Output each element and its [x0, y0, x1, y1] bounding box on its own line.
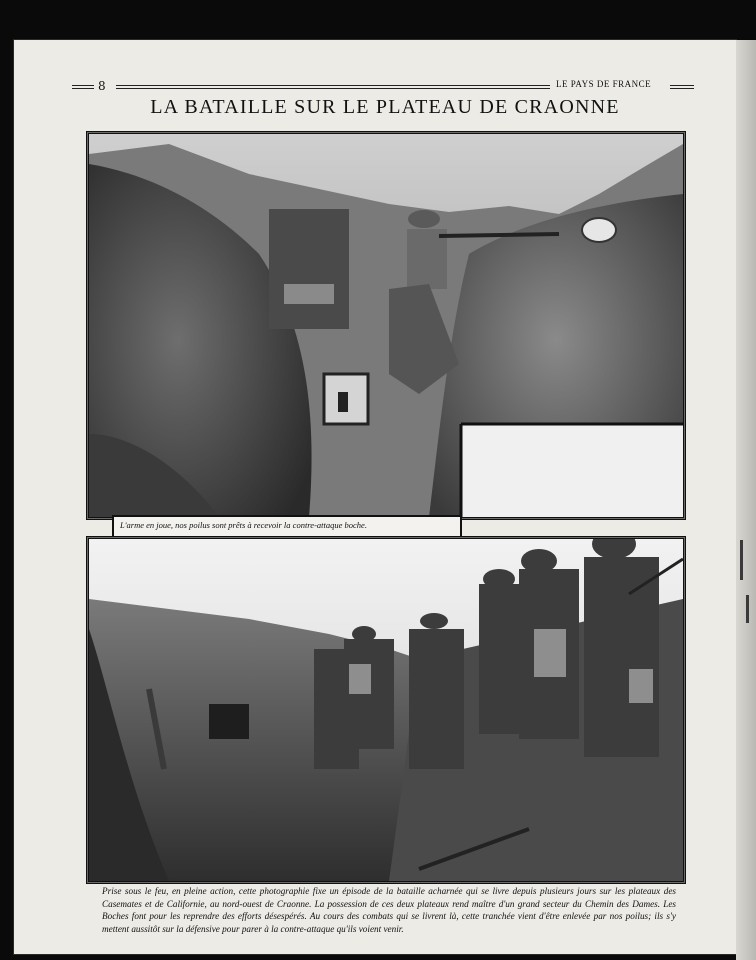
header-rule-right — [670, 88, 694, 89]
photo-bottom-caption: Prise sous le feu, en pleine action, cette photographie fixe un épisode de la bataille acharnée qui se livre depuis plusieurs jours sur les plateaux des Casemates et de Californie, au nord-ouest de Craonne. La possession de ces deux plateaux rend maître d'un grand secteur du Chemin des Dames. Les Boches font pour les reprendre des efforts désespérés. Au cours des combats qui se livrent là, cette tranchée vient d'être enlevée par nos poilus; ils s'y mettent aussitôt sur la défensive pour parer à la contre-attaque qu'ils voient venir. — [102, 886, 676, 934]
masthead: LE PAYS DE FRANCE — [556, 79, 652, 89]
photo-top-caption-box — [112, 515, 462, 538]
header-rule-right — [670, 85, 694, 86]
photo-bottom-trench-soldiers — [86, 536, 686, 884]
page-edge-mark — [740, 540, 743, 580]
page-number: 8 — [98, 79, 106, 93]
page-title: LA BATAILLE SUR LE PLATEAU DE CRAONNE — [150, 96, 620, 118]
header-rule-middle — [116, 88, 550, 89]
photo-bottom-image — [89, 539, 683, 881]
photo-top-image — [89, 134, 683, 517]
adjacent-page-edge — [736, 40, 756, 960]
page-edge-mark — [746, 595, 749, 623]
photo-top-caption: L'arme en joue, nos poilus sont prêts à recevoir la contre-attaque boche. — [120, 520, 367, 530]
header-rule-left — [72, 85, 94, 86]
header-rule-middle — [116, 85, 550, 86]
photo-top-trench-rifleman — [86, 131, 686, 520]
header-rule-left — [72, 88, 94, 89]
